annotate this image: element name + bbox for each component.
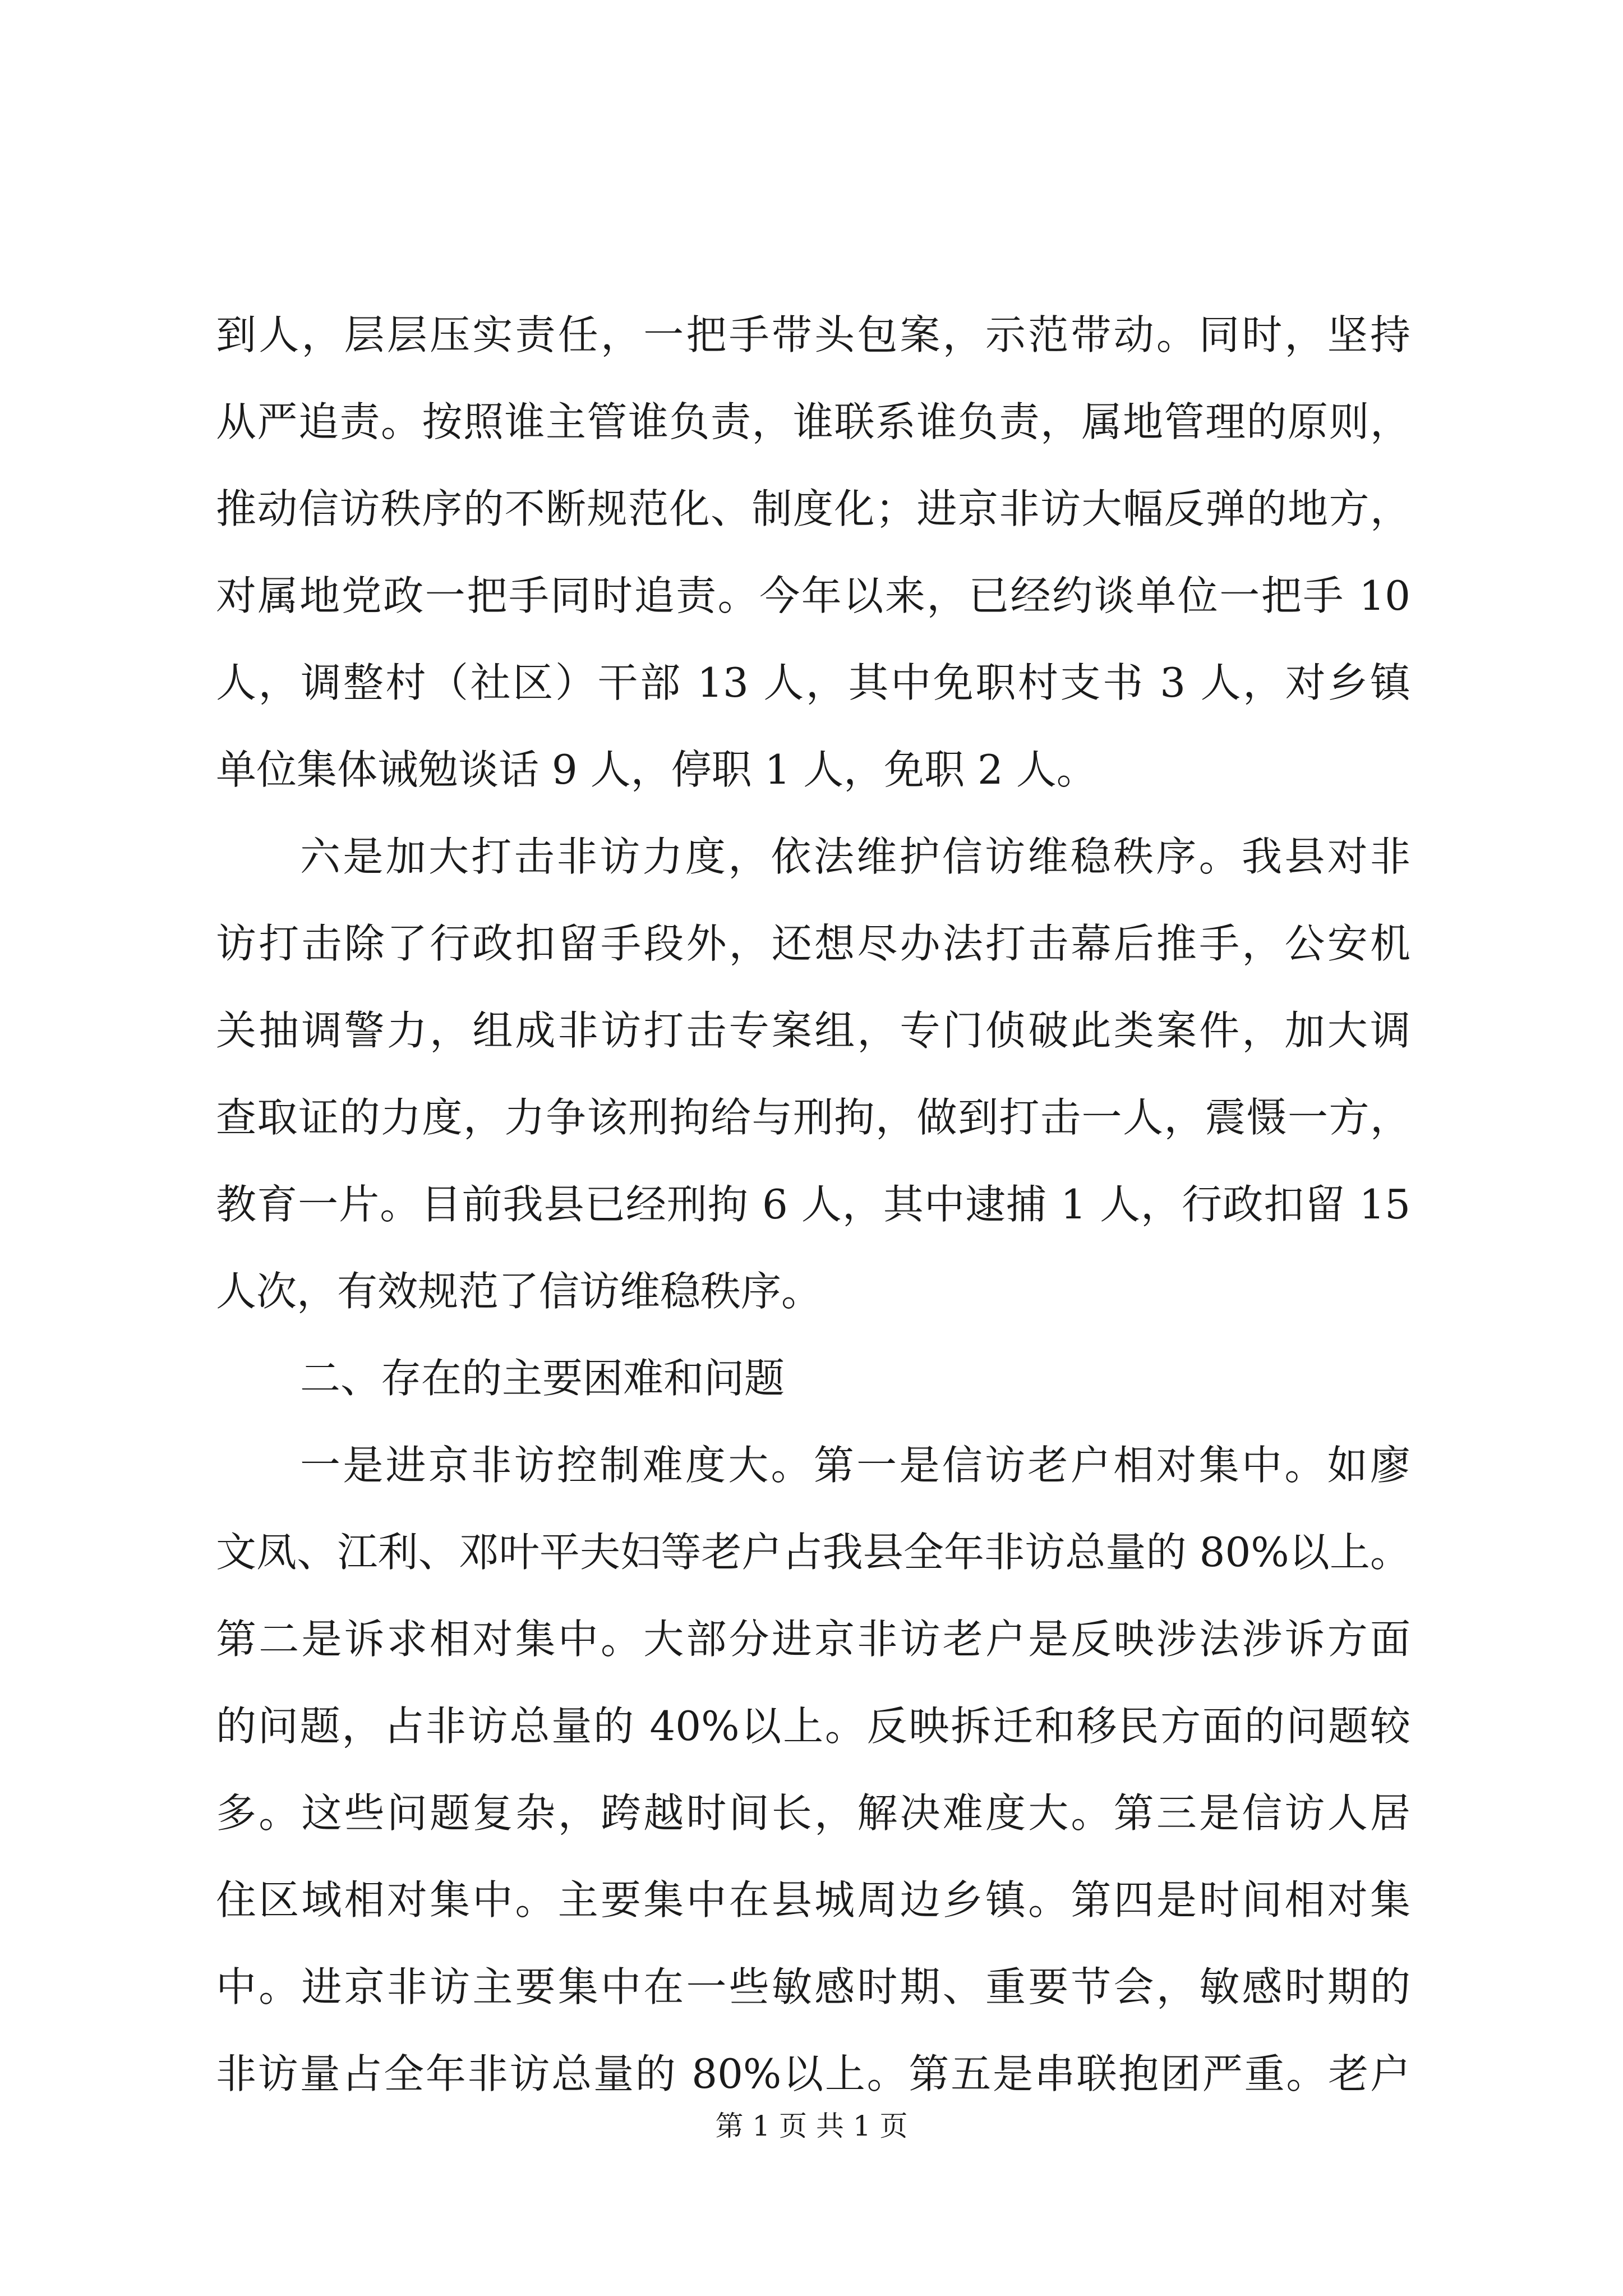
paragraph-3-line-4: 的问题，占非访总量的 40%以上。反映拆迁和移民方面的问题较 <box>216 1703 1410 1750</box>
page-footer: 第 1 页 共 1 页 <box>715 2110 908 2142</box>
paragraph-3-line-2: 文凤、江利、邓叶平夫妇等老户占我县全年非访总量的 80%以上。 <box>216 1529 1410 1576</box>
paragraph-2-line-3: 关抽调警力，组成非访打击专案组，专门侦破此类案件，加大调 <box>216 1007 1410 1054</box>
paragraph-3-line-1: 一是进京非访控制难度大。第一是信访老户相对集中。如廖 <box>300 1442 1410 1489</box>
paragraph-3-line-8: 非访量占全年非访总量的 80%以上。第五是串联抱团严重。老户 <box>216 2050 1410 2097</box>
paragraph-2-line-5: 教育一片。目前我县已经刑拘 6 人，其中逮捕 1 人，行政扣留 15 <box>216 1181 1410 1228</box>
paragraph-1-line-6: 单位集体诫勉谈话 9 人，停职 1 人，免职 2 人。 <box>216 746 1097 793</box>
paragraph-3-line-3: 第二是诉求相对集中。大部分进京非访老户是反映涉法涉诉方面 <box>216 1616 1410 1663</box>
paragraph-1-line-3: 推动信访秩序的不断规范化、制度化；进京非访大幅反弹的地方， <box>216 485 1410 532</box>
paragraph-1-line-5: 人，调整村（社区）干部 13 人，其中免职村支书 3 人，对乡镇 <box>216 659 1410 706</box>
paragraph-1-line-2: 从严追责。按照谁主管谁负责，谁联系谁负责，属地管理的原则， <box>216 398 1410 445</box>
paragraph-2-line-1: 六是加大打击非访力度，依法维护信访维稳秩序。我县对非 <box>300 833 1410 880</box>
paragraph-3-line-7: 中。进京非访主要集中在一些敏感时期、重要节会，敏感时期的 <box>216 1963 1410 2010</box>
paragraph-2-line-4: 查取证的力度，力争该刑拘给与刑拘，做到打击一人，震慑一方， <box>216 1094 1410 1141</box>
paragraph-1-line-4: 对属地党政一把手同时追责。今年以来，已经约谈单位一把手 10 <box>216 572 1410 619</box>
section-heading: 二、存在的主要困难和问题 <box>300 1355 785 1402</box>
paragraph-2-line-2: 访打击除了行政扣留手段外，还想尽办法打击幕后推手，公安机 <box>216 920 1410 967</box>
paragraph-3-line-5: 多。这些问题复杂，跨越时间长，解决难度大。第三是信访人居 <box>216 1789 1410 1837</box>
paragraph-1-line-1: 到人，层层压实责任，一把手带头包案，示范带动。同时，坚持 <box>216 311 1410 358</box>
paragraph-3-line-6: 住区域相对集中。主要集中在县城周边乡镇。第四是时间相对集 <box>216 1876 1410 1924</box>
document-body <box>216 292 1410 2118</box>
paragraph-2-line-6: 人次，有效规范了信访维稳秩序。 <box>216 1268 822 1315</box>
